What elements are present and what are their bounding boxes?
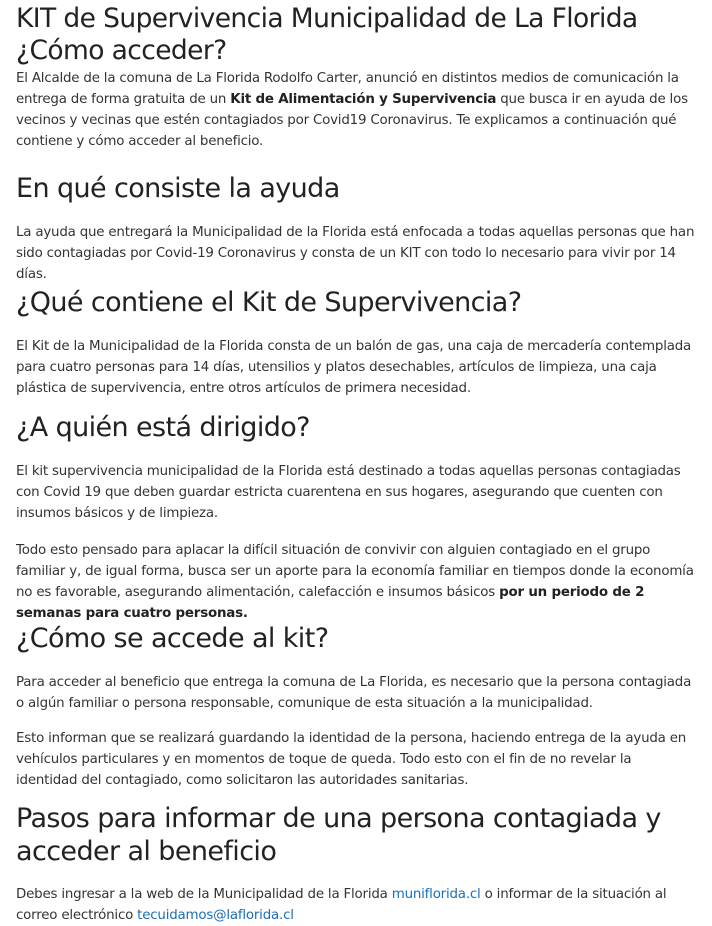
paragraph-como-se-accede-1: Para acceder al beneficio que entrega la comuna de La Florida, es necesario que la persona contagiada o algún familiar o persona responsable, comunique de esta situación a la municipalidad. — [16, 675, 692, 711]
article-title — [16, 0, 696, 67]
intro-text-1: El Alcalde de la comuna de La Florida Rodolfo Carter, anunció en distintos medios de comunicación la entrega de forma gratuita de un — [16, 71, 679, 107]
paragraph-a-quien-1: El kit supervivencia municipalidad de la Florida está destinado a todas aquellas personas contagiadas con Covid 19 que deben guardar estricta cuarentena en sus hogares, asegurando que cuenten con insumos básicos y de limpieza. — [16, 464, 681, 521]
pasos-text-2: o informar de la situación al correo electrónico — [16, 887, 667, 923]
heading-en-que-consiste: En qué consiste la ayuda — [16, 173, 340, 204]
heading-pasos: Pasos para informar de una persona contagiada y acceder al beneficio — [16, 803, 661, 867]
intro-paragraph — [16, 68, 696, 152]
heading-que-contiene: ¿Qué contiene el Kit de Supervivencia? — [16, 287, 522, 318]
paragraph-que-contiene: El Kit de la Municipalidad de la Florida consta de un balón de gas, una caja de mercadería contemplada para cuatro personas para 14 días, utensilios y platos desechables, artículos de limpieza, una caja plástica de supervivencia, entre otros artículos de primera necesidad. — [16, 339, 692, 396]
title-line-2: ¿Cómo acceder? — [16, 35, 227, 66]
intro-text-2: que busca ir en ayuda de los vecinos y vecinas que estén contagiados por Covid19 Coronavirus. Te explicamos a continuación qué contiene y cómo acceder al beneficio. — [16, 92, 688, 149]
paragraph-en-que-consiste: La ayuda que entregará la Municipalidad de la Florida está enfocada a todas aquellas personas que han sido contagiadas por Covid-19 Coronavirus y consta de un KIT con todo lo necesario para vivir por 14 días. — [16, 225, 695, 282]
paragraph-pasos — [16, 884, 696, 926]
paragraph-como-se-accede-2: Esto informan que se realizará guardando la identidad de la persona, haciendo entrega de la ayuda en vehículos particulares y en momentos de toque de queda. Todo esto con el fin de no revelar la identidad del contagiado, como solicitaron las autoridades sanitarias. — [16, 731, 687, 788]
title-line-1: KIT de Supervivencia Municipalidad de La Florida — [16, 3, 638, 34]
heading-a-quien: ¿A quién está dirigido? — [16, 412, 310, 443]
email-link[interactable]: tecuidamos@laflorida.cl — [137, 908, 294, 923]
intro-bold: Kit de Alimentación y Supervivencia — [230, 92, 497, 107]
paragraph-a-quien-2 — [16, 540, 696, 624]
pasos-text-1: Debes ingresar a la web de la Municipalidad de la Florida — [16, 887, 392, 902]
a-quien-bold: por un periodo de 2 semanas para cuatro personas. — [16, 585, 645, 621]
muniflorida-link[interactable]: muniflorida.cl — [391, 887, 481, 902]
a-quien-text: Todo esto pensado para aplacar la difícil situación de convivir con alguien contagiado en el grupo familiar y, de igual forma, busca ser un aporte para la economía familiar en tiempos donde la economía no es favorable, asegurando alimentación, calefacción e insumos básicos — [16, 543, 694, 600]
heading-como-se-accede: ¿Cómo se accede al kit? — [16, 623, 329, 654]
